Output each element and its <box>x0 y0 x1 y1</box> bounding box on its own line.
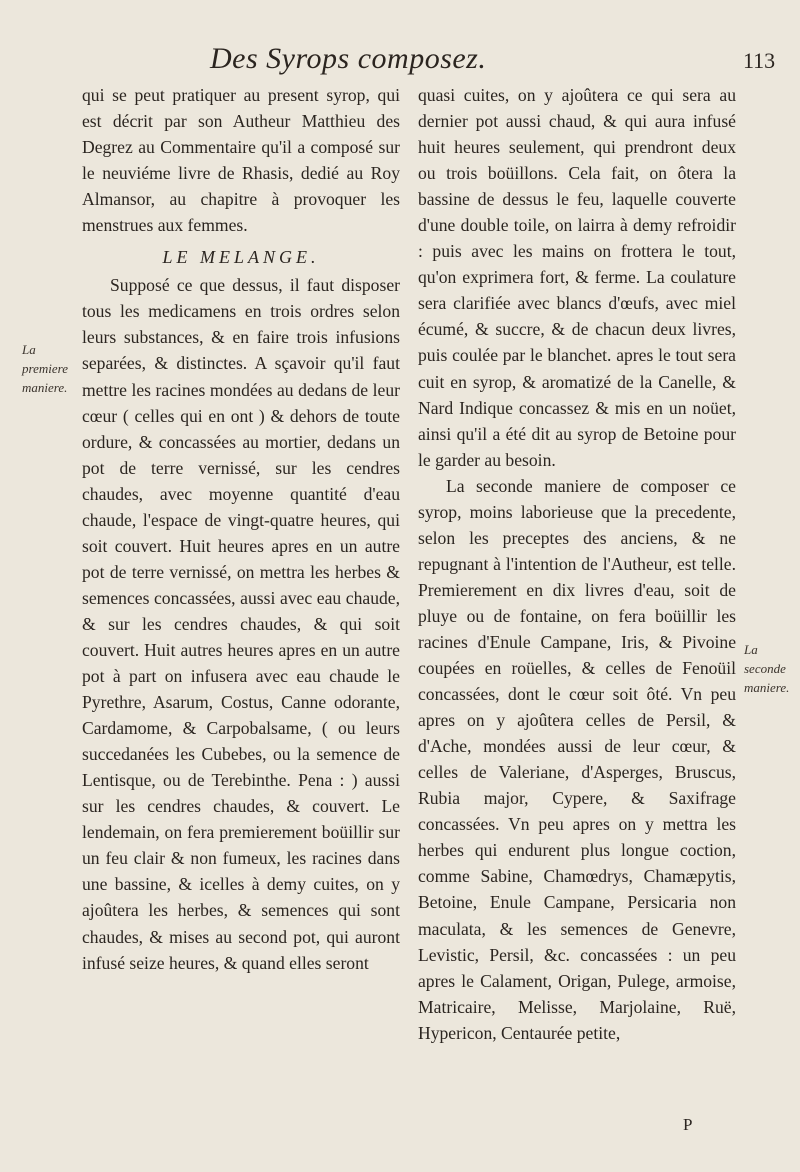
paragraph: qui se peut pratiquer au present syrop, qui est décrit par son Autheur Matthieu des Degrez au Commentaire qu'il a composé sur le neuviéme livre de Rhasis, dedié au Roy Almansor, au chapitre à provoquer les menstrues aux femmes. <box>82 85 400 236</box>
paragraph: La seconde maniere de composer ce syrop, moins laborieuse que la precedente, selon les preceptes des anciens, & ne repugnant à l'intention de l'Autheur, est telle. Premierement en dix livres d'eau, soit de pluye ou de fontaine, on fera boüillir les racines d'Enule Campane, Iris, & Pivoine coupées en roüelles, & celles de Fenoüil concassées, dont le cœur soit ôté. Vn peu apres on y ajoûtera celles de Persil, & d'Ache, mondées aussi de leur cœur, & celles de Valeriane, d'Asperges, Bruscus, Rubia major, Cypere, & Saxifrage concassées. Vn peu apres on y mettra les herbes qui endurent plus longue coction, comme Sabine, Chamœdrys, Chamæpytis, Betoine, Enule Campane, Persicaria non maculata, & les semences de Genevre, Levistic, Persil, &c. concassées : un peu apres le Calament, Origan, Pulege, armoise, Matricaire, Melisse, Marjolaine, Ruë, Hypericon, Centaurée petite, <box>418 475 736 1043</box>
section-heading: LE MELANGE. <box>162 247 320 268</box>
right-column <box>418 82 736 1046</box>
page-number: 113 <box>743 48 776 73</box>
left-column <box>82 82 400 976</box>
running-title: Des Syrops composez. <box>210 42 487 75</box>
marginal-note-left: La premiere maniere. <box>22 342 68 395</box>
catchword: P <box>683 1115 693 1134</box>
marginal-note-right: La seconde maniere. <box>744 642 790 695</box>
paragraph: Supposé ce que dessus, il faut disposer tous les medicamens en trois ordres selon leurs substances, & en faire trois infusions separées, & distinctes. A sçavoir qu'il faut mettre les racines mondées au dedans de leur cœur ( celles qui en ont ) & dehors de toute ordure, & concassées au mortier, dedans un pot de terre vernissé, sur les cendres chaudes, avec moyenne quantité d'eau chaude, l'espace de vingt-quatre heures, qui soit couvert. Huit heures apres en un autre pot de terre vernissé, on mettra les herbes & semences concassées, aussi avec eau chaude, & sur les cendres chaudes, & qui soit couvert. Huit autres heures apres en un autre pot à part on infusera avec eau chaude le Pyrethre, Asarum, Costus, Canne odorante, Cardamome, & Carpobalsame, ( ou leurs succedanées les Cubebes, ou la semence de Lentisque, ou de Terebinthe. Pena : ) aussi sur les cendres chaudes, & couvert. Le lendemain, on fera premierement boüillir sur un feu clair & non fumeux, les racines dans une bassine, & icelles à demy cuites, on y ajoûtera les herbes, & semences qui sont chaudes, & mises au second pot, qui auront infusé seize heures, & quand elles seront <box>82 275 400 973</box>
paragraph: quasi cuites, on y ajoûtera ce qui sera au dernier pot aussi chaud, & qui aura infusé huit heures seulement, qui prendront deux ou trois boüillons. Cela fait, on ôtera la bassine de dessus le feu, laquelle couverte d'une double toile, on lairra à demy refroidir : puis avec les mains on frottera le tout, qu'on exprimera fort, & ferme. La coulature sera clarifiée avec blancs d'œufs, avec miel écumé, & succre, & de chacun deux livres, puis coulée par le blanchet. apres le tout sera cuit en syrop, & aromatizé de la Canelle, & Nard Indique concassez & mis en un noüet, ainsi qu'il a été dit au syrop de Betoine pour le garder au besoin. <box>418 85 736 470</box>
page-header <box>0 40 800 80</box>
